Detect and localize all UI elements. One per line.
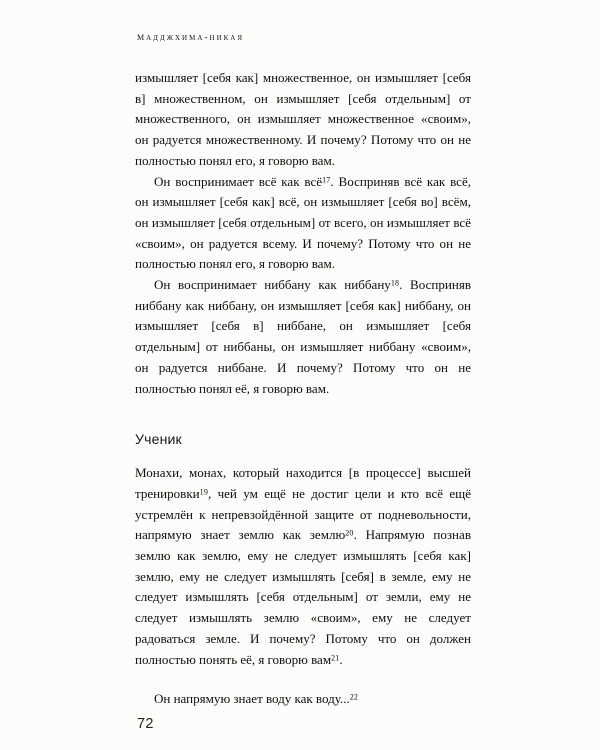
running-header: мадджхима-никая: [137, 31, 245, 43]
para-all: Он воспринимает всё как всё$^{17}$. Восприняв всё как всё, он измышляет [себя как] всё, он измышляет [себя во] всём, он измышляет [себя отдельным] от всего, он измышляет всё «своим», он радуется всему. И почему? Потому что он не полностью понял его, я говорю вам.: [135, 173, 472, 272]
text-flow: [135, 68, 471, 710]
section-heading: Ученик: [135, 431, 182, 448]
footnote-reference-17[interactable]: 17: [322, 175, 331, 185]
para-disciple-earth: Монахи, монах, который находится [в процессе] высшей тренировки$^{19}$, чей ум ещё не достиг цели и кто всё ещё устремлён к непревзойдённой защите от подневольности, напрямую знает землю как землю$^{20}$. Напрямую познав землю как землю, ему не следует измышлять [себя как] землю, ему не следует измышлять [себя] в земле, ему не следует измышлять [себя отдельным] от земли, ему не следует измышлять землю «своим», ему не следует радоваться земле. И почему? Потому что он должен полностью понять её, я говорю вам$^{21}$.: [135, 465, 471, 667]
footnote-reference-18[interactable]: 18: [390, 278, 400, 288]
page-number: 72: [137, 716, 154, 732]
page-text-block: [135, 68, 471, 710]
para-manifold: измышляет [себя как] множественное, он измышляет [себя в] множественном, он измышляет [себя отдельным] от множественного, он измышляет множественное «своим», он радуется множественному. И почему? Потому что он не полностью понял его, я говорю вам.: [135, 70, 471, 168]
footnote-reference-20[interactable]: 20: [345, 529, 354, 538]
para-disciple-water: Он напрямую знает воду как воду...$^{22}$: [154, 691, 359, 707]
para-nibbana: Он воспринимает ниббану как ниббану$^{18}$. Восприняв ниббану как ниббану, он измышляет [себя как] ниббану, он измышляет [себя в] ниббане, он измышляет [себя отдельным] от ниббаны, он измышляет ниббану «своим», он радуется ниббане. И почему? Потому что он не полностью понял её, я говорю вам.: [135, 277, 471, 396]
paragraph-spacer-1: [135, 670, 471, 689]
section-spacer-below-heading: [135, 449, 471, 463]
footnote-reference-21[interactable]: 21: [331, 653, 340, 663]
footnote-reference-19[interactable]: 19: [199, 487, 208, 497]
section-spacer-above-heading: [135, 399, 471, 429]
footnote-reference-22[interactable]: 22: [349, 692, 359, 702]
